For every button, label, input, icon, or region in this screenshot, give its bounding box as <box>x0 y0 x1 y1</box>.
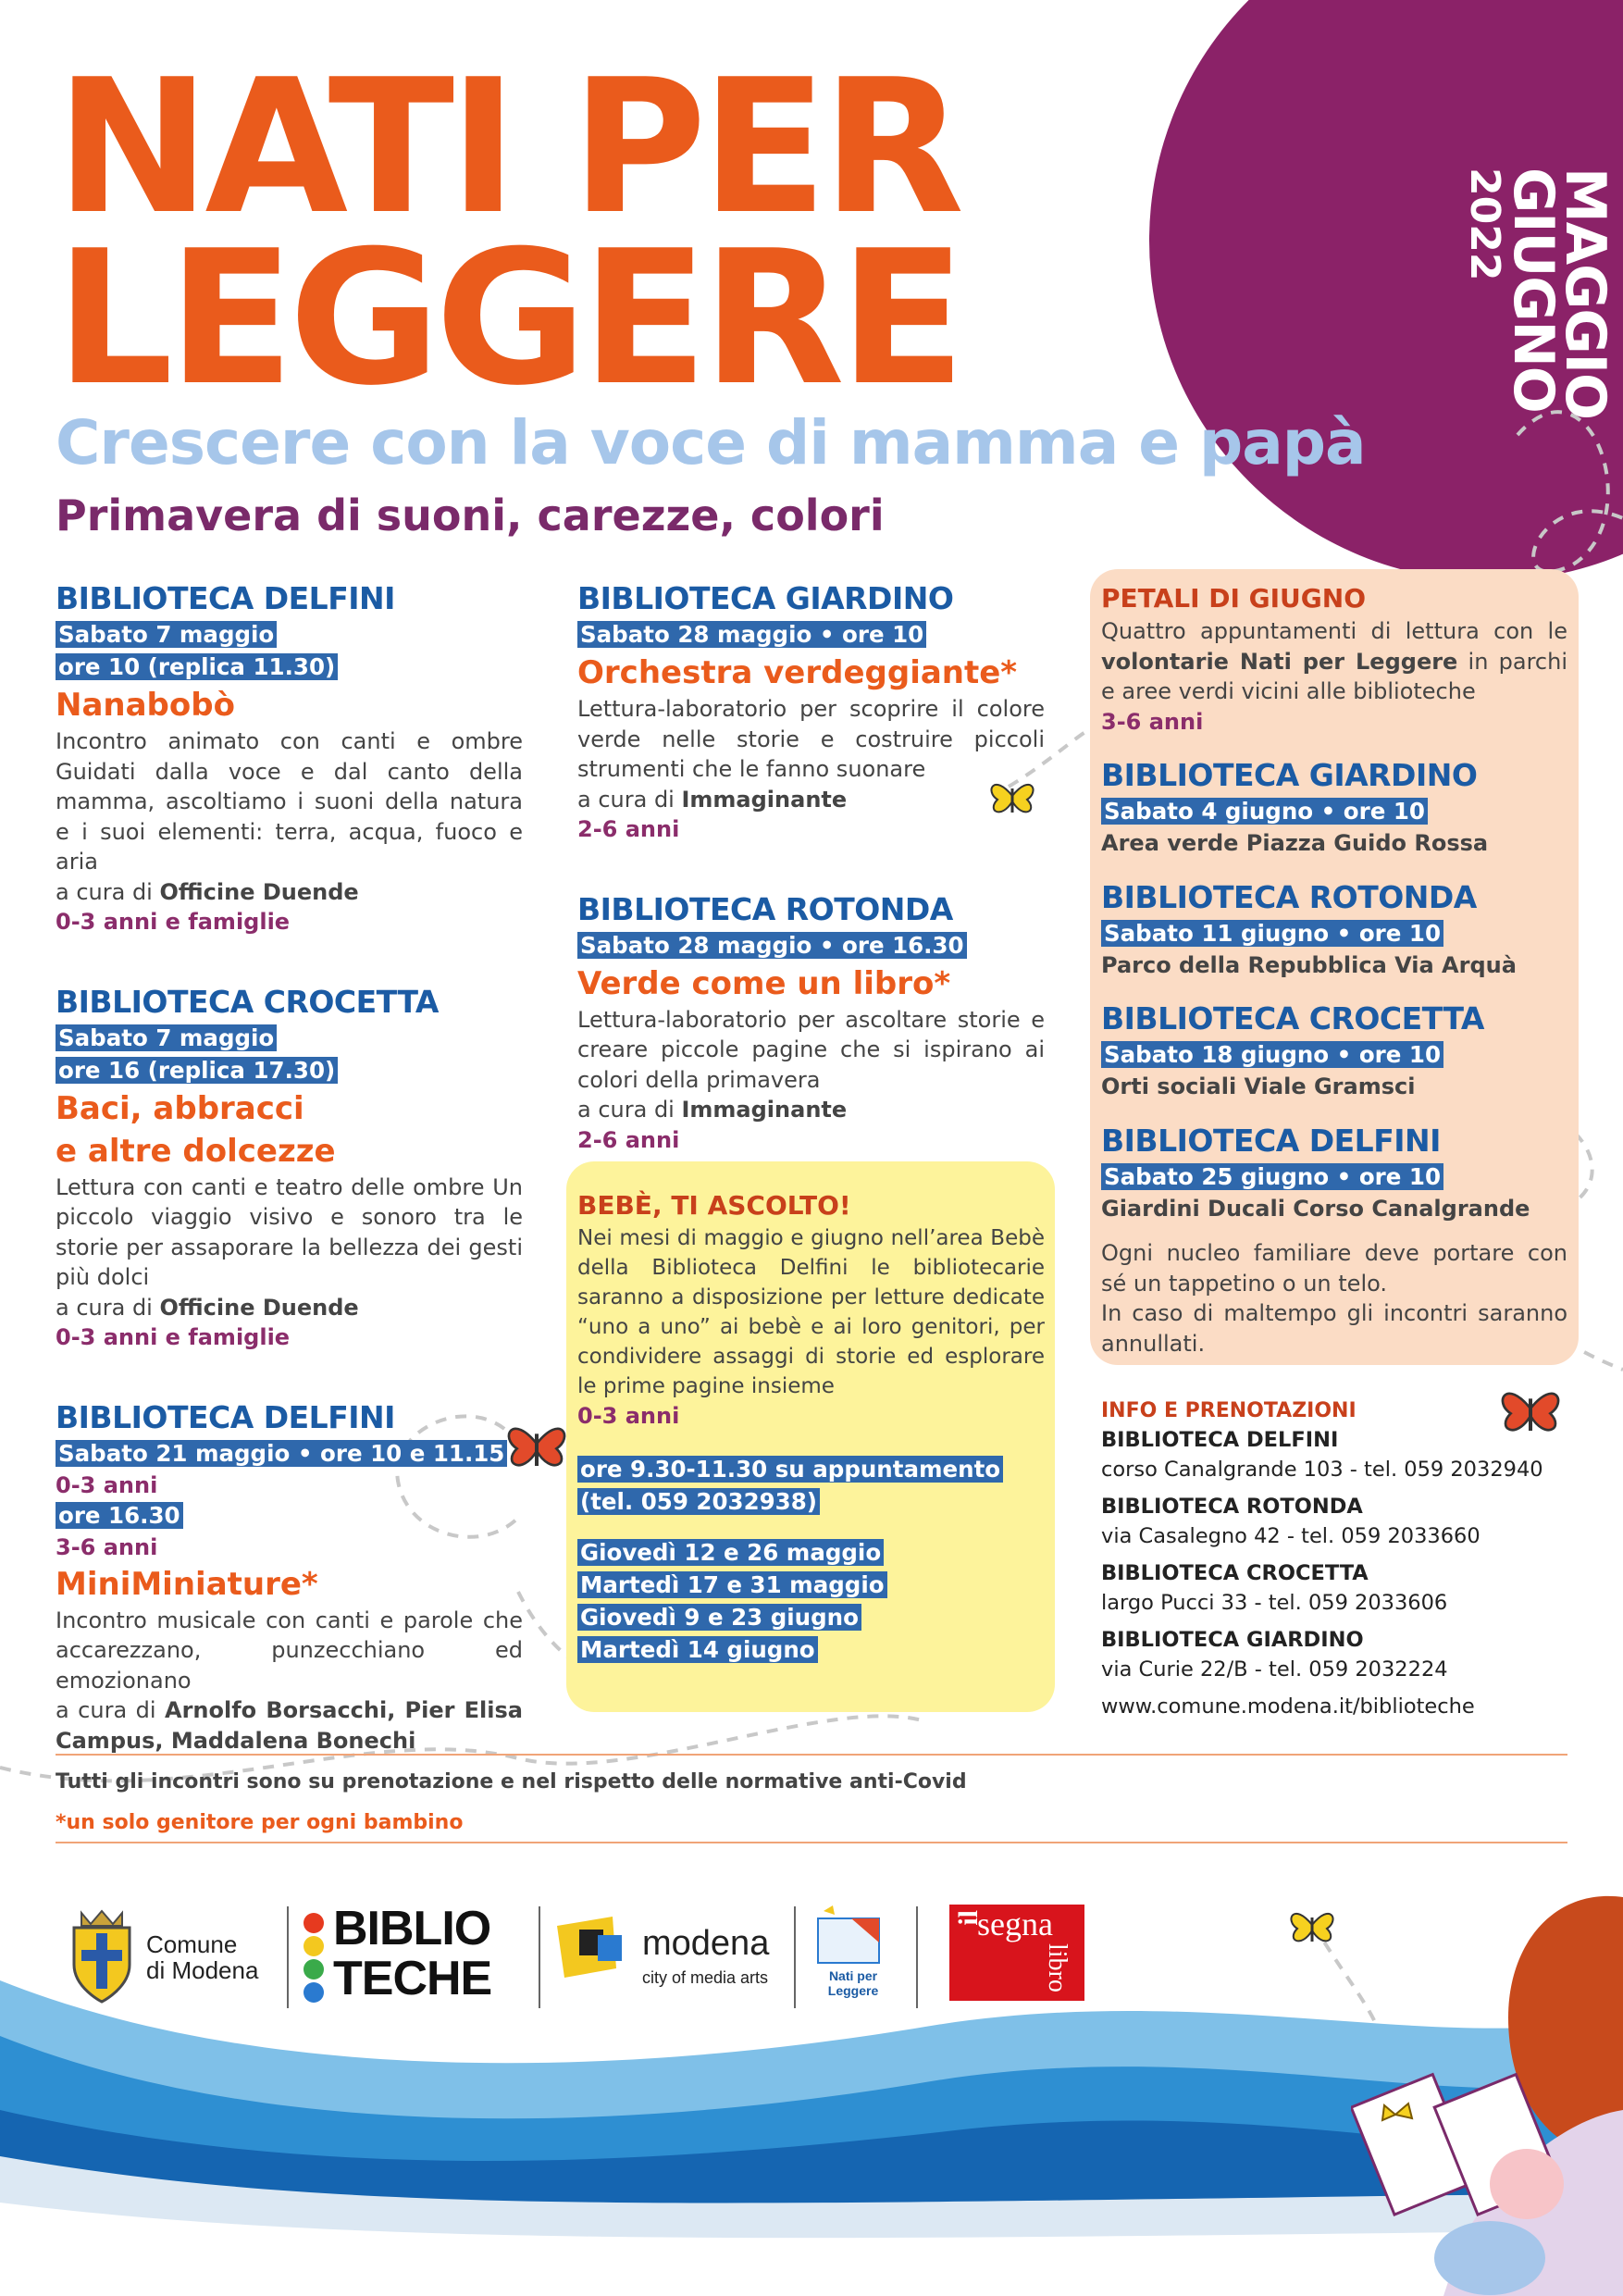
event-age: 0-3 anni e famiglie <box>56 1324 291 1350</box>
segnalibro-libro: libro <box>1043 1943 1072 1992</box>
logo-comune <box>65 1902 287 2013</box>
modena-mark-icon <box>557 1917 631 1981</box>
info-title: INFO E PRENOTAZIONI <box>1101 1399 1357 1422</box>
logo-separator <box>287 1906 289 2008</box>
bebe-content <box>577 1181 1045 1667</box>
event-time: ore 10 (replica 11.30) <box>56 653 338 680</box>
period-month1: MAGGIO <box>1553 168 1617 419</box>
event-place: Giardini Ducali Corso Canalgrande <box>1101 1195 1530 1222</box>
footer-footnote: *un solo genitore per ogni bambino <box>56 1811 464 1834</box>
contact <box>1101 1558 1567 1618</box>
main-title-line1: NATI PER <box>56 40 960 255</box>
library-name: BIBLIOTECA CROCETTA <box>1101 1000 1484 1036</box>
period-year: 2022 <box>1461 168 1508 281</box>
event-title: MiniMiniature* <box>56 1565 318 1603</box>
event-title: e altre dolcezze <box>56 1132 336 1170</box>
bebe-date: Giovedì 9 e 23 giugno <box>577 1604 861 1631</box>
npl-label: Nati per Leggere <box>827 1968 879 1998</box>
contact <box>1101 1492 1567 1551</box>
event-date: Sabato 18 giugno • ore 10 <box>1101 1041 1443 1068</box>
column-3 <box>1101 581 1567 1721</box>
park-event <box>1101 999 1567 1102</box>
column-1 <box>56 578 523 1800</box>
event-title: Baci, abbracci <box>56 1089 304 1127</box>
bebe-description: Nei mesi di maggio e giugno nell’area Bebè della Biblioteca Delfini le bibliotecarie saranno a disposizione per letture dedicate “uno a uno” ai bebè e ai loro genitori, per condividere assaggi di storie ed esplorare le prime pagine insieme <box>577 1226 1045 1398</box>
petali-title: PETALI DI GIUGNO <box>1101 583 1367 614</box>
library-name: BIBLIOTECA DELFINI <box>56 580 395 616</box>
petali-note: Ogni nucleo familiare deve portare con sé un tappetino o un telo. <box>1101 1240 1567 1297</box>
butterfly-icon <box>1284 1897 1340 1953</box>
event-age: 0-3 anni e famiglie <box>56 909 291 935</box>
logo-segnalibro <box>949 1905 1084 2001</box>
event-date: Sabato 28 maggio • ore 10 <box>577 621 926 648</box>
contact-name: BIBLIOTECA GIARDINO <box>1101 1628 1364 1652</box>
event-place: Orti sociali Viale Gramsci <box>1101 1074 1416 1099</box>
petali-description: Quattro appuntamenti di lettura con le volontarie Nati per Leggere in parchi e aree verdi vicini alle biblioteche <box>1101 618 1567 704</box>
petali-note: In caso di maltempo gli incontri saranno annullati. <box>1101 1300 1567 1357</box>
footer-note: Tutti gli incontri sono su prenotazione e nel rispetto delle normative anti-Covid <box>56 1770 967 1793</box>
event-block <box>56 1397 523 1756</box>
event-age: 0-3 anni <box>56 1471 158 1498</box>
park-event <box>1101 877 1567 981</box>
subtitle: Crescere con la voce di mamma e papà <box>56 407 1366 478</box>
event-title: Nanabobò <box>56 687 235 724</box>
biblioteche-label: BIBLIO TECHE <box>333 1902 492 2005</box>
modena-tagline: city of media arts <box>642 1968 769 1987</box>
segnalibro-il: il <box>953 1910 984 1926</box>
logo-separator <box>916 1906 918 2008</box>
library-name: BIBLIOTECA DELFINI <box>1101 1122 1441 1159</box>
event-description: Lettura con canti e teatro delle ombre Un piccolo viaggio visivo e sonoro tra le storie per assaporare la bellezza dei gesti più dolci <box>56 1173 523 1290</box>
bebe-title: BEBÈ, TI ASCOLTO! <box>577 1190 851 1221</box>
logo-separator <box>794 1906 796 2008</box>
library-name: BIBLIOTECA DELFINI <box>56 1398 395 1435</box>
park-event <box>1101 755 1567 859</box>
park-event <box>1101 1121 1567 1224</box>
petali-age: 3-6 anni <box>1101 708 1204 735</box>
contact-name: BIBLIOTECA CROCETTA <box>1101 1561 1369 1585</box>
contact <box>1101 1625 1567 1684</box>
event-curator: a cura di Officine Duende <box>56 878 359 905</box>
logo-nati-per-leggere <box>809 1902 901 2013</box>
event-place: Parco della Repubblica Via Arquà <box>1101 951 1517 978</box>
event-date: Sabato 11 giugno • ore 10 <box>1101 920 1443 947</box>
event-description: Incontro animato con canti e ombre Guidati dalla voce e dal canto della mamma, ascoltiamo i suoni della natura e i suoi elementi: terra, acqua, fuoco e aria <box>56 728 523 875</box>
divider <box>56 1754 1567 1756</box>
event-curator: a cura di Arnolfo Borsacchi, Pier Elisa Campus, Maddalena Bonechi <box>56 1697 523 1754</box>
contact-address: via Curie 22/B - tel. 059 2032224 <box>1101 1657 1448 1682</box>
bebe-date: Martedì 14 giugno <box>577 1636 818 1663</box>
period-month2: GIUGNO <box>1501 168 1566 413</box>
bebe-phone: (tel. 059 2032938) <box>577 1488 820 1515</box>
bebe-date: Giovedì 12 e 26 maggio <box>577 1539 884 1566</box>
bebe-date: Martedì 17 e 31 maggio <box>577 1571 887 1598</box>
event-block <box>56 982 523 1353</box>
library-name: BIBLIOTECA ROTONDA <box>577 890 953 927</box>
event-date: Sabato 28 maggio • ore 16.30 <box>577 932 967 959</box>
event-curator: a cura di Immaginante <box>577 1097 848 1123</box>
library-name: BIBLIOTECA GIARDINO <box>577 580 954 616</box>
event-time: ore 16.30 <box>56 1502 183 1529</box>
library-name: BIBLIOTECA ROTONDA <box>1101 878 1477 915</box>
logo-biblioteche <box>302 1902 514 2013</box>
event-description: Lettura-laboratorio per ascoltare storie e creare piccole pagine che si ispirano ai colori della primavera <box>577 1006 1045 1093</box>
event-curator: a cura di Immaginante <box>577 786 848 813</box>
logo-modena <box>557 1902 788 2013</box>
bebe-age: 0-3 anni <box>577 1403 680 1429</box>
book-icon <box>814 1905 888 1967</box>
event-time: ore 16 (replica 17.30) <box>56 1057 338 1084</box>
event-block <box>56 578 523 937</box>
event-curator: a cura di Officine Duende <box>56 1294 359 1321</box>
period-badge <box>1397 130 1623 444</box>
event-date: Sabato 25 giugno • ore 10 <box>1101 1163 1443 1190</box>
event-place: Area verde Piazza Guido Rossa <box>1101 830 1489 856</box>
mother-child-illustration <box>1351 1869 1623 2296</box>
bebe-appointment: ore 9.30-11.30 su appuntamento <box>577 1456 1003 1483</box>
event-age: 2-6 anni <box>577 816 680 842</box>
event-block <box>577 889 1045 1156</box>
modena-wordmark: modena <box>642 1924 770 1963</box>
event-title: Verde come un libro* <box>577 964 951 1002</box>
contact-name: BIBLIOTECA DELFINI <box>1101 1428 1339 1452</box>
event-description: Lettura-laboratorio per scoprire il colore verde nelle storie e costruire piccoli strumenti che le fanno suonare <box>577 696 1045 782</box>
event-age: 2-6 anni <box>577 1126 680 1153</box>
tagline: Primavera di suoni, carezze, colori <box>56 490 885 540</box>
library-name: BIBLIOTECA CROCETTA <box>56 983 439 1020</box>
event-age: 3-6 anni <box>56 1534 158 1560</box>
event-title: Orchestra verdeggiante* <box>577 654 1018 691</box>
event-block <box>577 578 1045 845</box>
event-date: Sabato 4 giugno • ore 10 <box>1101 798 1428 825</box>
contact-address: corso Canalgrande 103 - tel. 059 2032940 <box>1101 1458 1543 1482</box>
library-name: BIBLIOTECA GIARDINO <box>1101 757 1478 793</box>
event-description: Incontro musicale con canti e parole che accarezzano, punzecchiano ed emozionano <box>56 1607 523 1694</box>
event-date: Sabato 21 maggio • ore 10 e 11.15 <box>56 1440 507 1467</box>
contact-name: BIBLIOTECA ROTONDA <box>1101 1495 1363 1519</box>
logo-separator <box>539 1906 540 2008</box>
website-link[interactable]: www.comune.modena.it/biblioteche <box>1101 1694 1475 1719</box>
coat-of-arms-icon <box>65 1909 139 2006</box>
event-date: Sabato 7 maggio <box>56 1024 277 1051</box>
segnalibro-segna: segna <box>977 1905 1053 1942</box>
contact-address: via Casalegno 42 - tel. 059 2033660 <box>1101 1524 1481 1548</box>
column-2 <box>577 578 1045 1667</box>
main-title-line2: LEGGERE <box>56 211 960 427</box>
color-dots-icon <box>302 1911 326 2004</box>
contact-address: largo Pucci 33 - tel. 059 2033606 <box>1101 1591 1448 1615</box>
event-date: Sabato 7 maggio <box>56 621 277 648</box>
contact <box>1101 1425 1567 1484</box>
comune-label: Comune di Modena <box>146 1930 259 1984</box>
divider <box>56 1842 1567 1843</box>
